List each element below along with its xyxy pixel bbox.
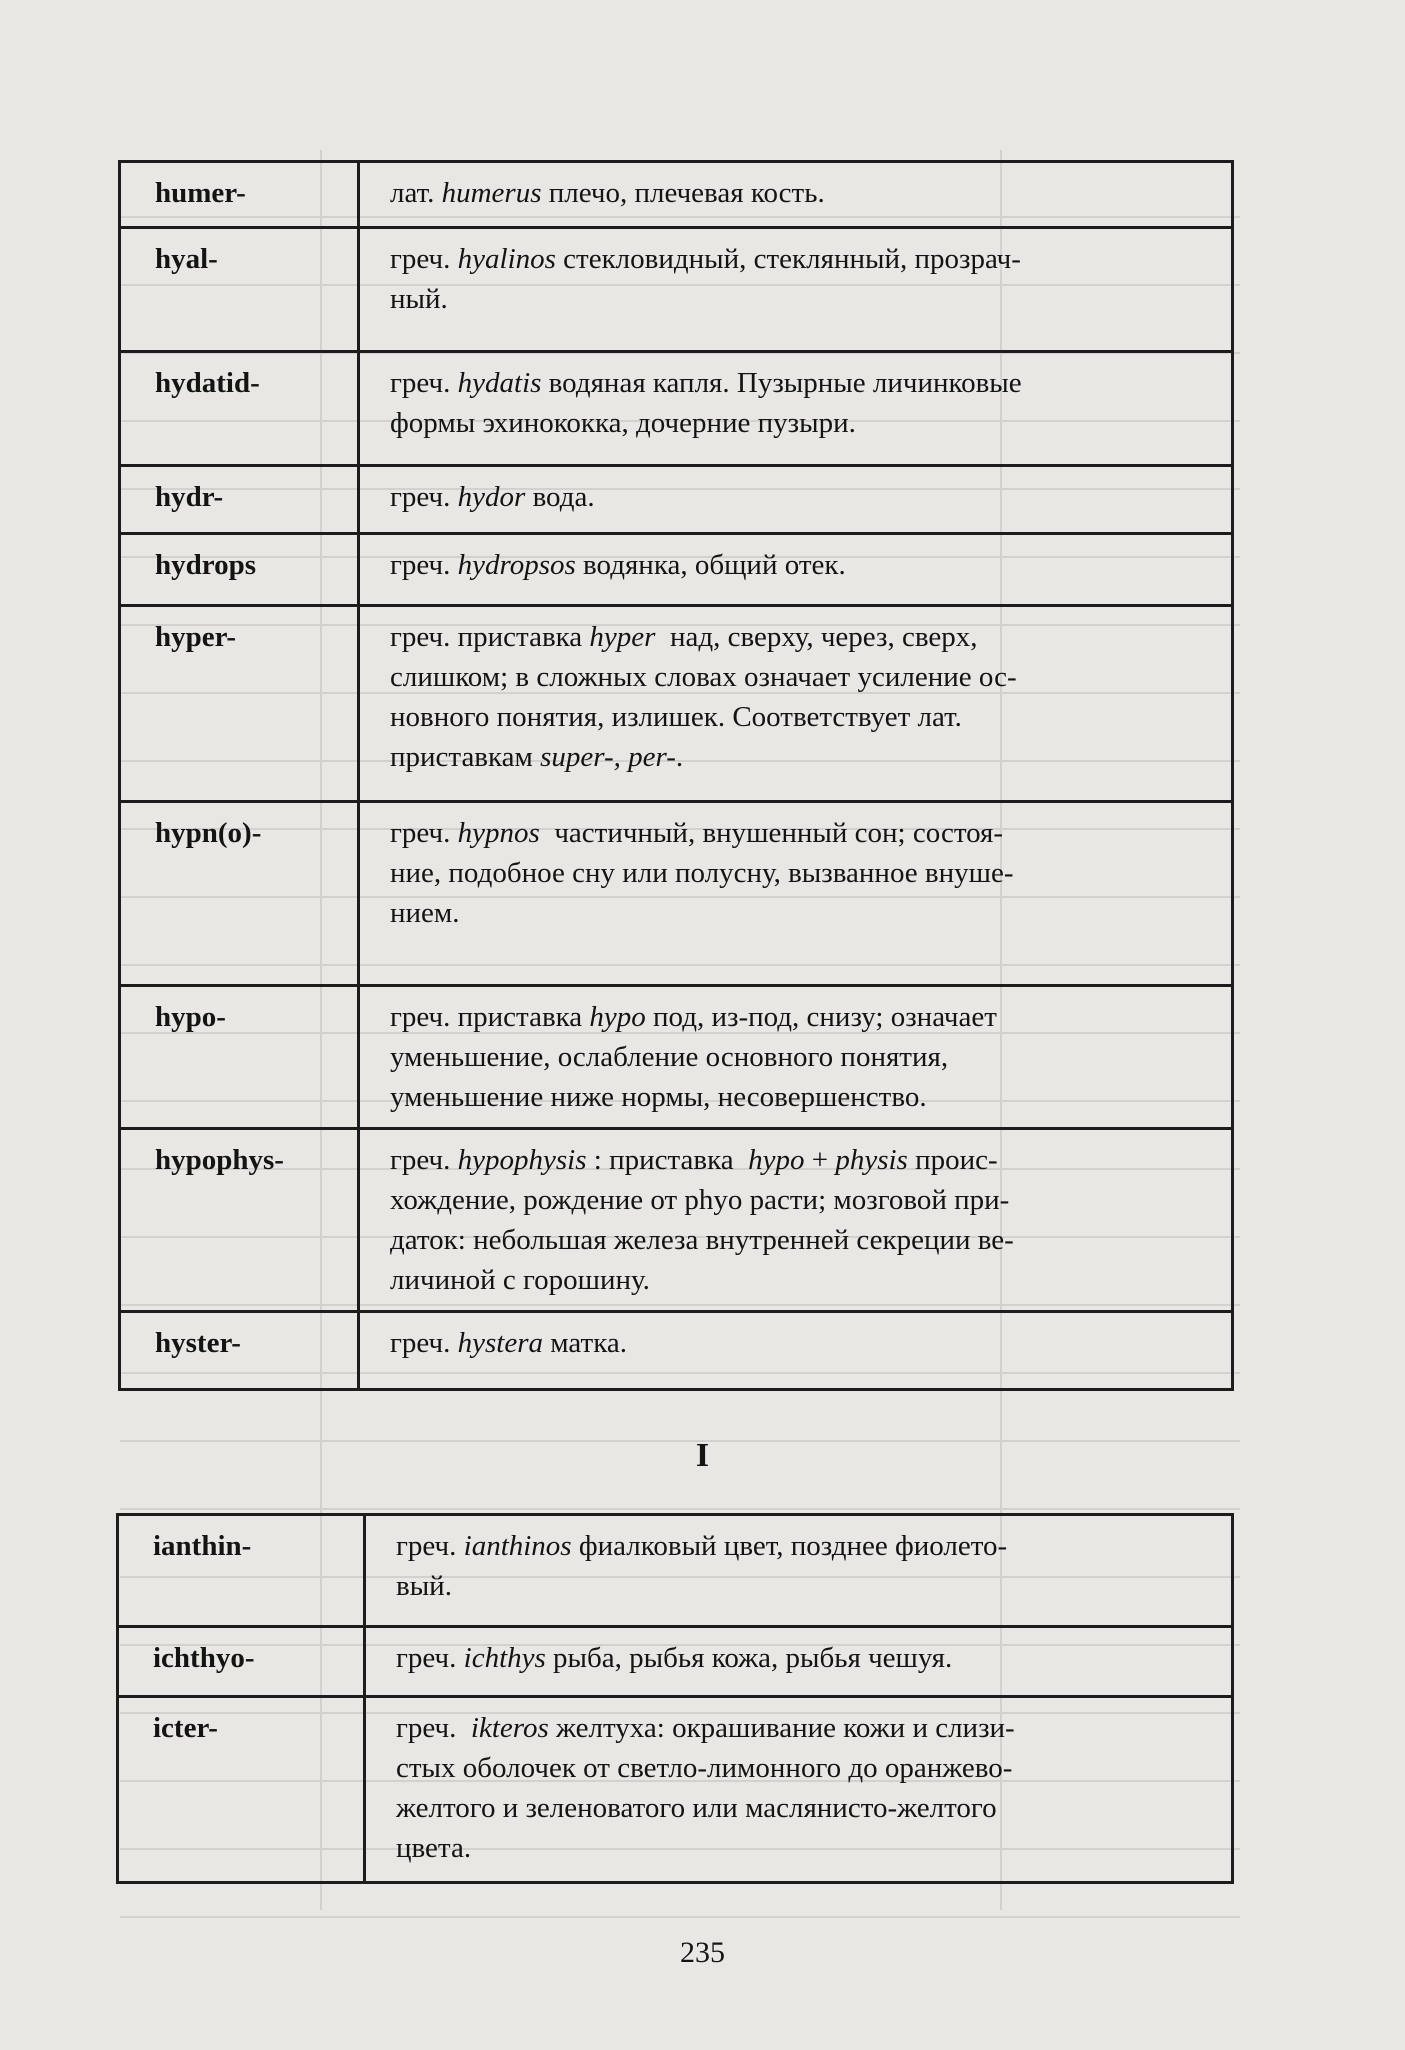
table-row — [120, 1129, 1233, 1312]
entry-definition: греч. hystera матка. — [359, 1312, 1233, 1390]
entry-definition: греч. hypophysis : приставка hypo + physis проис- хождение, рождение от phyo расти; мозговой при- даток: небольшая железа внутренней секреции ве- личиной с горошину. — [359, 1129, 1233, 1312]
table-row — [120, 986, 1233, 1129]
dictionary-table-i — [116, 1513, 1234, 1884]
dictionary-table-h — [118, 160, 1234, 1391]
entry-definition: греч. приставка hypo под, из-под, снизу; означает уменьшение, ослабление основного понятия, уменьшение ниже нормы, несовершенство. — [359, 986, 1233, 1129]
entry-term: ianthin- — [118, 1515, 365, 1627]
entry-term: hydrops — [120, 534, 359, 606]
entry-term: ichthyo- — [118, 1627, 365, 1697]
entry-term: hypophys- — [120, 1129, 359, 1312]
entry-term: hydr- — [120, 466, 359, 534]
table-row — [120, 162, 1233, 228]
entry-term: icter- — [118, 1697, 365, 1883]
entry-term: hypo- — [120, 986, 359, 1129]
entry-definition: греч. ikteros желтуха: окрашивание кожи и слизи- стых оболочек от светло-лимонного до оранжево- желтого и зеленоватого или маслянисто-желтого цвета. — [365, 1697, 1233, 1883]
entry-definition: греч. hypnos частичный, внушенный сон; состоя- ние, подобное сну или полусну, вызванное внуше- нием. — [359, 802, 1233, 986]
entry-term: humer- — [120, 162, 359, 228]
entry-definition: греч. приставка hyper над, сверху, через, сверх, слишком; в сложных словах означает усиление ос- новного понятия, излишек. Соответствует лат. приставкам super-, per-. — [359, 606, 1233, 802]
table-row — [120, 352, 1233, 466]
table-row — [118, 1515, 1233, 1627]
table-row — [120, 606, 1233, 802]
entry-term: hyal- — [120, 228, 359, 352]
entry-definition: лат. humerus плечо, плечевая кость. — [359, 162, 1233, 228]
section-letter: I — [695, 1437, 710, 1474]
entry-term: hyster- — [120, 1312, 359, 1390]
table-row — [120, 802, 1233, 986]
table-row — [118, 1627, 1233, 1697]
page-number: 235 — [680, 1936, 725, 1969]
table-row — [120, 466, 1233, 534]
entry-definition: греч. hyalinos стекловидный, стеклянный, прозрач- ный. — [359, 228, 1233, 352]
table-row — [120, 534, 1233, 606]
table-row — [120, 228, 1233, 352]
entry-definition: греч. hydropsos водянка, общий отек. — [359, 534, 1233, 606]
entry-definition: греч. hydatis водяная капля. Пузырные личинковые формы эхинококка, дочерние пузыри. — [359, 352, 1233, 466]
table-row — [118, 1697, 1233, 1883]
entry-term: hypn(o)- — [120, 802, 359, 986]
entry-definition: греч. hydor вода. — [359, 466, 1233, 534]
entry-definition: греч. ianthinos фиалковый цвет, позднее фиолето- вый. — [365, 1515, 1233, 1627]
entry-term: hydatid- — [120, 352, 359, 466]
entry-term: hyper- — [120, 606, 359, 802]
entry-definition: греч. ichthys рыба, рыбья кожа, рыбья чешуя. — [365, 1627, 1233, 1697]
table-row — [120, 1312, 1233, 1390]
